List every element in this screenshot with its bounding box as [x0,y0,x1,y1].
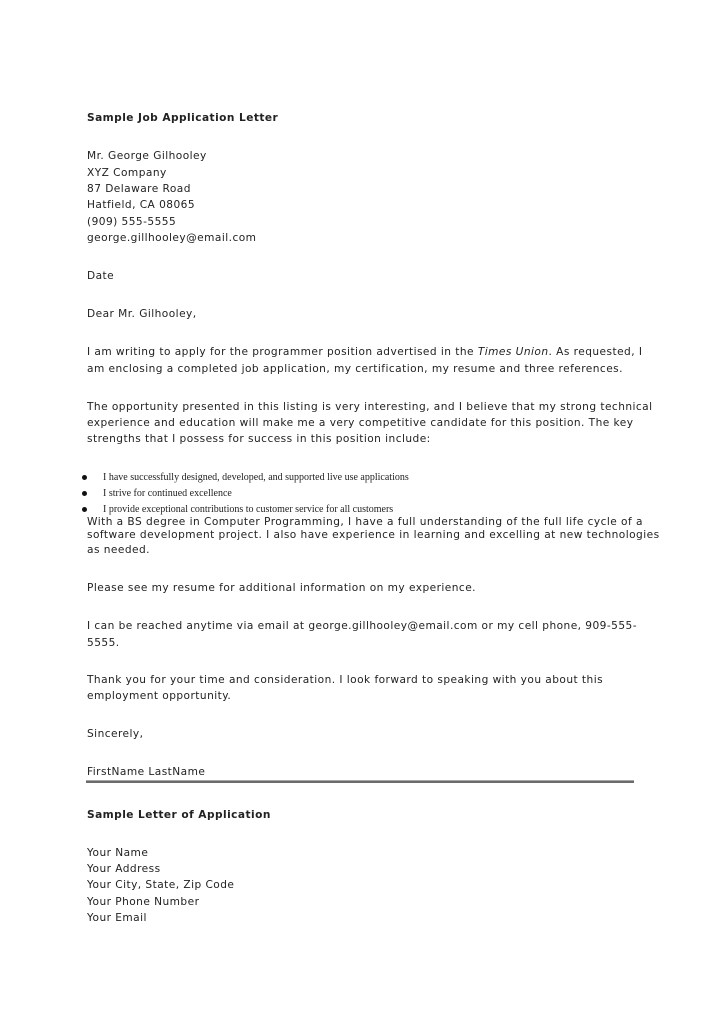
recipient-city: Hatfield, CA 08065 [87,199,196,211]
recipient-company: XYZ Company [87,167,167,179]
contact-line-2: 5555. [87,637,120,649]
bullet-icon [82,491,87,496]
section-divider [86,780,634,783]
bullet-icon [82,507,87,512]
recipient-email: george.gillhooley@email.com [87,232,257,244]
intro-text-before: I am writing to apply for the programmer position advertised in the [87,346,478,358]
intro-line-1 [87,346,642,358]
sender-phone: Your Phone Number [87,896,200,908]
publication-name: Times Union [477,346,549,358]
thanks-line-2: employment opportunity. [87,690,232,702]
closing: Sincerely, [87,728,144,740]
recipient-phone: (909) 555-5555 [87,216,177,228]
list-item-text: I strive for continued excellence [103,488,232,499]
date-line: Date [87,270,115,282]
list-item [0,486,409,502]
intro-text-after: . As requested, I [548,346,643,358]
recipient-street: 87 Delaware Road [87,183,191,195]
list-item [0,470,409,486]
contact-line-1: I can be reached anytime via email at george.gillhooley@email.com or my cell phone, 909-555- [87,620,637,632]
salutation: Dear Mr. Gilhooley, [87,308,197,320]
degree-line-2: software development project. I also have experience in learning and excelling at new technologies [87,529,660,541]
thanks-line-1: Thank you for your time and consideration. I look forward to speaking with you about this [87,674,604,686]
recipient-name: Mr. George Gilhooley [87,150,207,162]
list-item-text: I provide exceptional contributions to customer service for all customers [103,504,394,515]
paragraph-resume: Please see my resume for additional information on my experience. [87,582,476,594]
bullet-icon [82,475,87,480]
degree-line-1: With a BS degree in Computer Programming, I have a full understanding of the full life cycle of a [87,516,643,528]
signature-name: FirstName LastName [87,766,206,778]
letter-title: Sample Job Application Letter [87,112,279,124]
sender-city: Your City, State, Zip Code [87,879,235,891]
opportunity-line-3: strengths that I possess for success in this position include: [87,433,431,445]
intro-line-2: am enclosing a completed job application, my certification, my resume and three references. [87,363,623,375]
opportunity-line-2: experience and education will make me a very competitive candidate for this position. The key [87,417,634,429]
sender-address: Your Address [87,863,161,875]
sender-name: Your Name [87,847,149,859]
degree-line-3: as needed. [87,544,150,556]
second-letter-title: Sample Letter of Application [87,809,271,821]
strengths-list [0,470,409,518]
sender-email: Your Email [87,912,147,924]
opportunity-line-1: The opportunity presented in this listing is very interesting, and I believe that my strong technical [87,401,653,413]
list-item-text: I have successfully designed, developed, and supported live use applications [103,472,409,483]
